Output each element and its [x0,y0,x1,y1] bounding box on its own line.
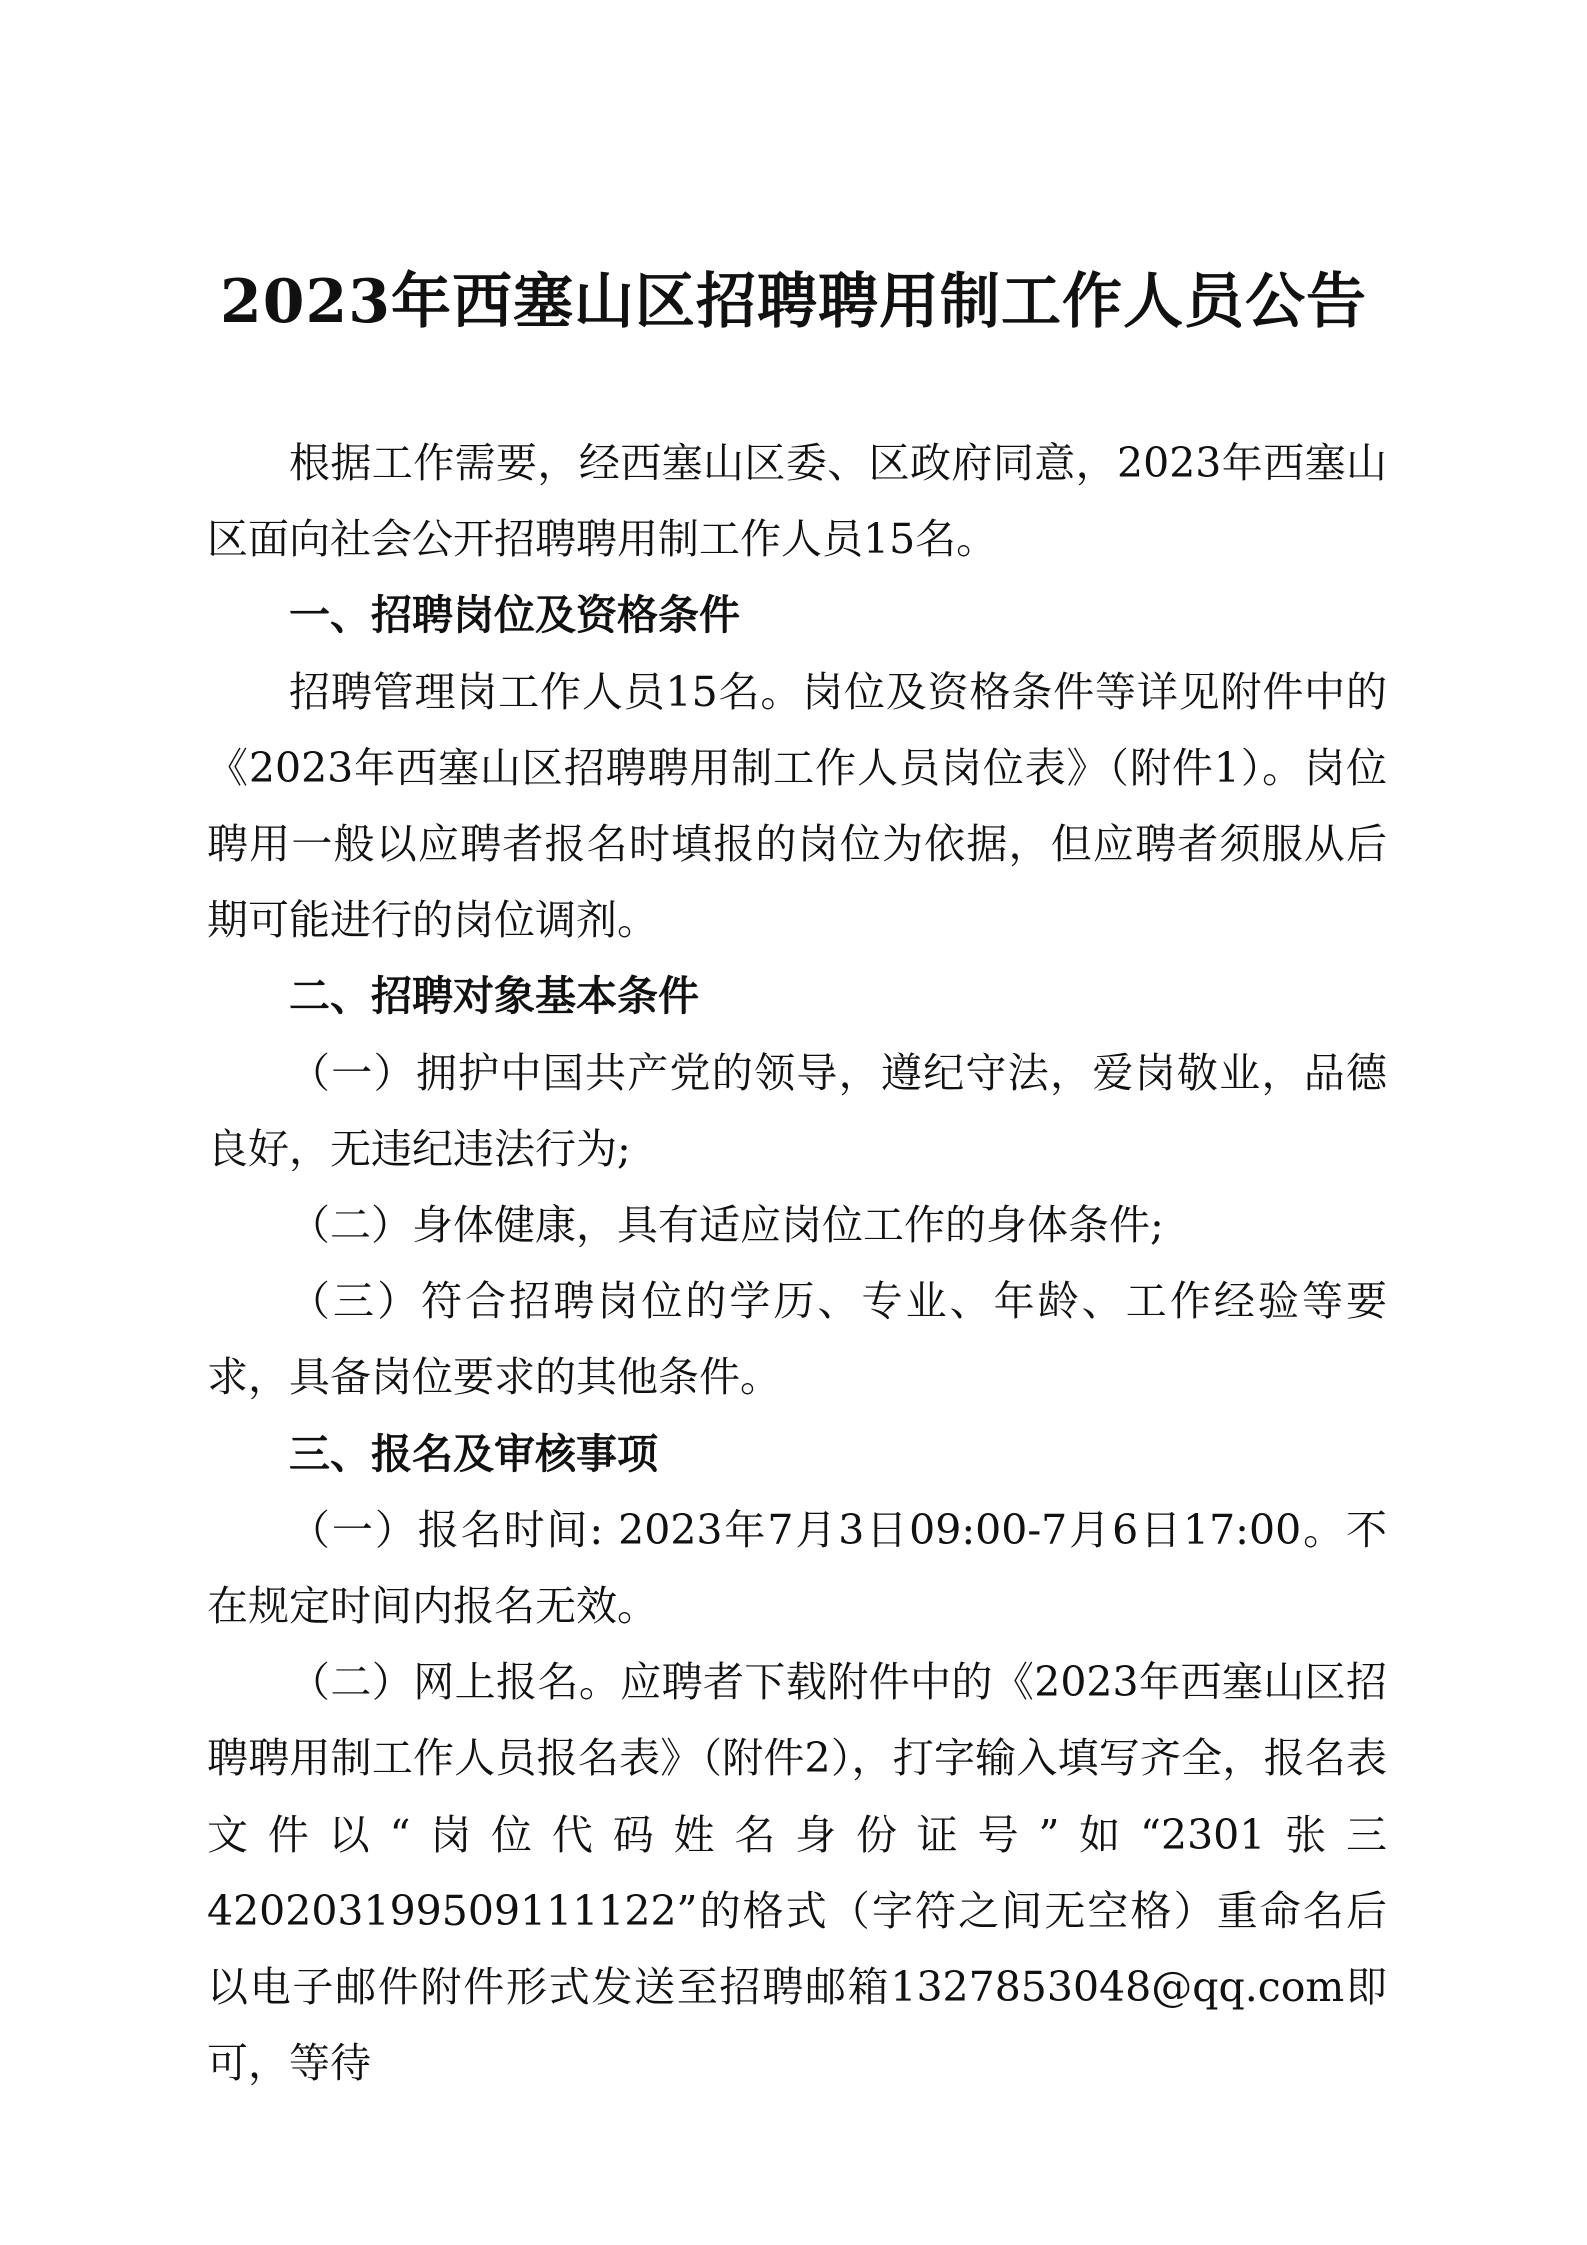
section-1-paragraph: 招聘管理岗工作人员15名。岗位及资格条件等详见附件中的《2023年西塞山区招聘聘用制工作人员岗位表》（附件1）。岗位聘用一般以应聘者报名时填报的岗位为依据，但应聘者须服从后期可能进行的岗位调剂。 [207,667,1387,945]
section-3-item-2: （二）网上报名。应聘者下载附件中的《2023年西塞山区招聘聘用制工作人员报名表》（附件2），打字输入填写齐全，报名表文件以“岗位代码姓名身份证号”如“2301张三420203199509111122”的格式（字符之间无空格）重命名后以电子邮件附件形式发送至招聘邮箱1327853048@qq.com即可，等待 [207,1658,1387,2088]
section-2-heading: 二、招聘对象基本条件 [289,972,699,1021]
document-body [207,425,1387,2101]
section-2-item-2: （二）身体健康，具有适应岗位工作的身体条件; [289,1201,1164,1250]
document-title: 2023年西塞山区招聘聘用制工作人员公告 [220,267,1367,337]
section-1-heading: 一、招聘岗位及资格条件 [289,591,740,640]
section-3-item-1: （一）报名时间: 2023年7月3日09:00-7月6日17:00。不在规定时间内报名无效。 [207,1505,1387,1631]
section-2-item-3: （三）符合招聘岗位的学历、专业、年龄、工作经验等要求，具备岗位要求的其他条件。 [207,1277,1387,1402]
section-2-item-1: （一）拥护中国共产党的领导，遵纪守法，爱岗敬业，品德良好，无违纪违法行为; [207,1048,1387,1173]
intro-paragraph: 根据工作需要，经西塞山区委、区政府同意，2023年西塞山区面向社会公开招聘聘用制工作人员15名。 [207,439,1387,564]
section-3-heading: 三、报名及审核事项 [289,1429,658,1478]
